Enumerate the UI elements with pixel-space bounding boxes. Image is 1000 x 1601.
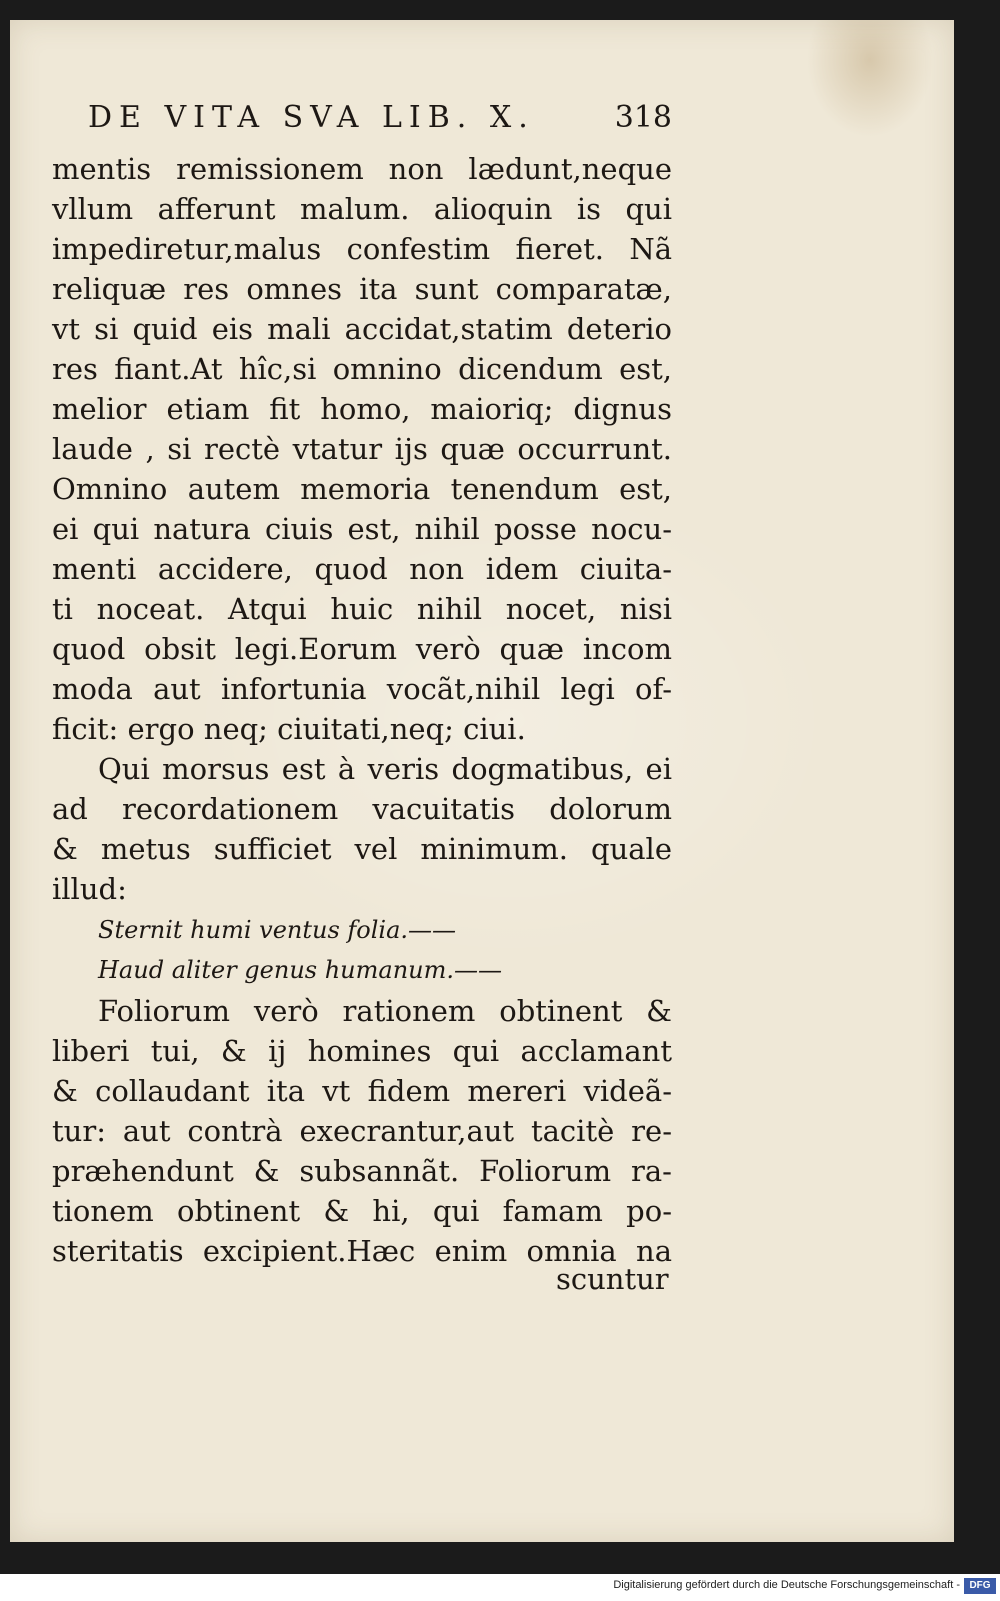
text-line: moda aut infortunia vocãt,nihil legi of- xyxy=(52,672,672,706)
text-line: menti accidere, quod non idem ciuita- xyxy=(52,552,672,586)
verse-line: Haud aliter genus humanum.—— xyxy=(98,956,503,984)
text-line: mentis remissionem non lædunt,neque xyxy=(52,152,672,186)
text-line: laude , si rectè vtatur ijs quæ occurrunt. xyxy=(52,432,672,466)
text-line: liberi tui, & ij homines qui acclamant xyxy=(52,1034,672,1068)
text-line: melior etiam fit homo, maioriq; dignus xyxy=(52,392,672,426)
running-head xyxy=(88,100,672,135)
text-line: ad recordationem vacuitatis dolorum xyxy=(52,792,672,826)
text-line: Qui morsus est à veris dogmatibus, ei xyxy=(98,752,672,786)
text-line: res fiant.At hîc,si omnino dicendum est, xyxy=(52,352,672,386)
text-line: steritatis excipient.Hæc enim omnia na xyxy=(52,1234,672,1268)
verse-line: Sternit humi ventus folia.—— xyxy=(98,916,457,944)
text-line: impediretur,malus confestim fieret. Nã xyxy=(52,232,672,266)
text-line: Foliorum verò rationem obtinent & xyxy=(98,994,672,1028)
text-line: tur: aut contrà execrantur,aut tacitè re- xyxy=(52,1114,672,1148)
catchword: scuntur xyxy=(556,1262,669,1296)
text-line: ei qui natura ciuis est, nihil posse nocu- xyxy=(52,512,672,546)
running-head-title: DE VITA SVA LIB. X. xyxy=(88,100,535,135)
text-line: quod obsit legi.Eorum verò quæ incom xyxy=(52,632,672,666)
text-line: ficit: ergo neq; ciuitati,neq; ciui. xyxy=(52,712,526,746)
text-line: reliquæ res omnes ita sunt comparatæ, xyxy=(52,272,672,306)
page-number: 318 xyxy=(614,100,672,135)
text-line: illud: xyxy=(52,872,127,906)
text-line: præhendunt & subsannãt. Foliorum ra- xyxy=(52,1154,672,1188)
text-line: & collaudant ita vt fidem mereri videã- xyxy=(52,1074,672,1108)
text-line: & metus sufficiet vel minimum. quale xyxy=(52,832,672,866)
dfg-logo: DFG xyxy=(964,1578,996,1594)
text-line: Omnino autem memoria tenendum est, xyxy=(52,472,672,506)
text-line: vt si quid eis mali accidat,statim deterio xyxy=(52,312,672,346)
digitization-credit: Digitalisierung gefördert durch die Deutsche Forschungsgemeinschaft - xyxy=(613,1579,960,1591)
text-line: vllum afferunt malum. alioquin is qui xyxy=(52,192,672,226)
text-line: ti noceat. Atqui huic nihil nocet, nisi xyxy=(52,592,672,626)
text-line: tionem obtinent & hi, qui famam po- xyxy=(52,1194,672,1228)
book-page xyxy=(10,20,954,1542)
